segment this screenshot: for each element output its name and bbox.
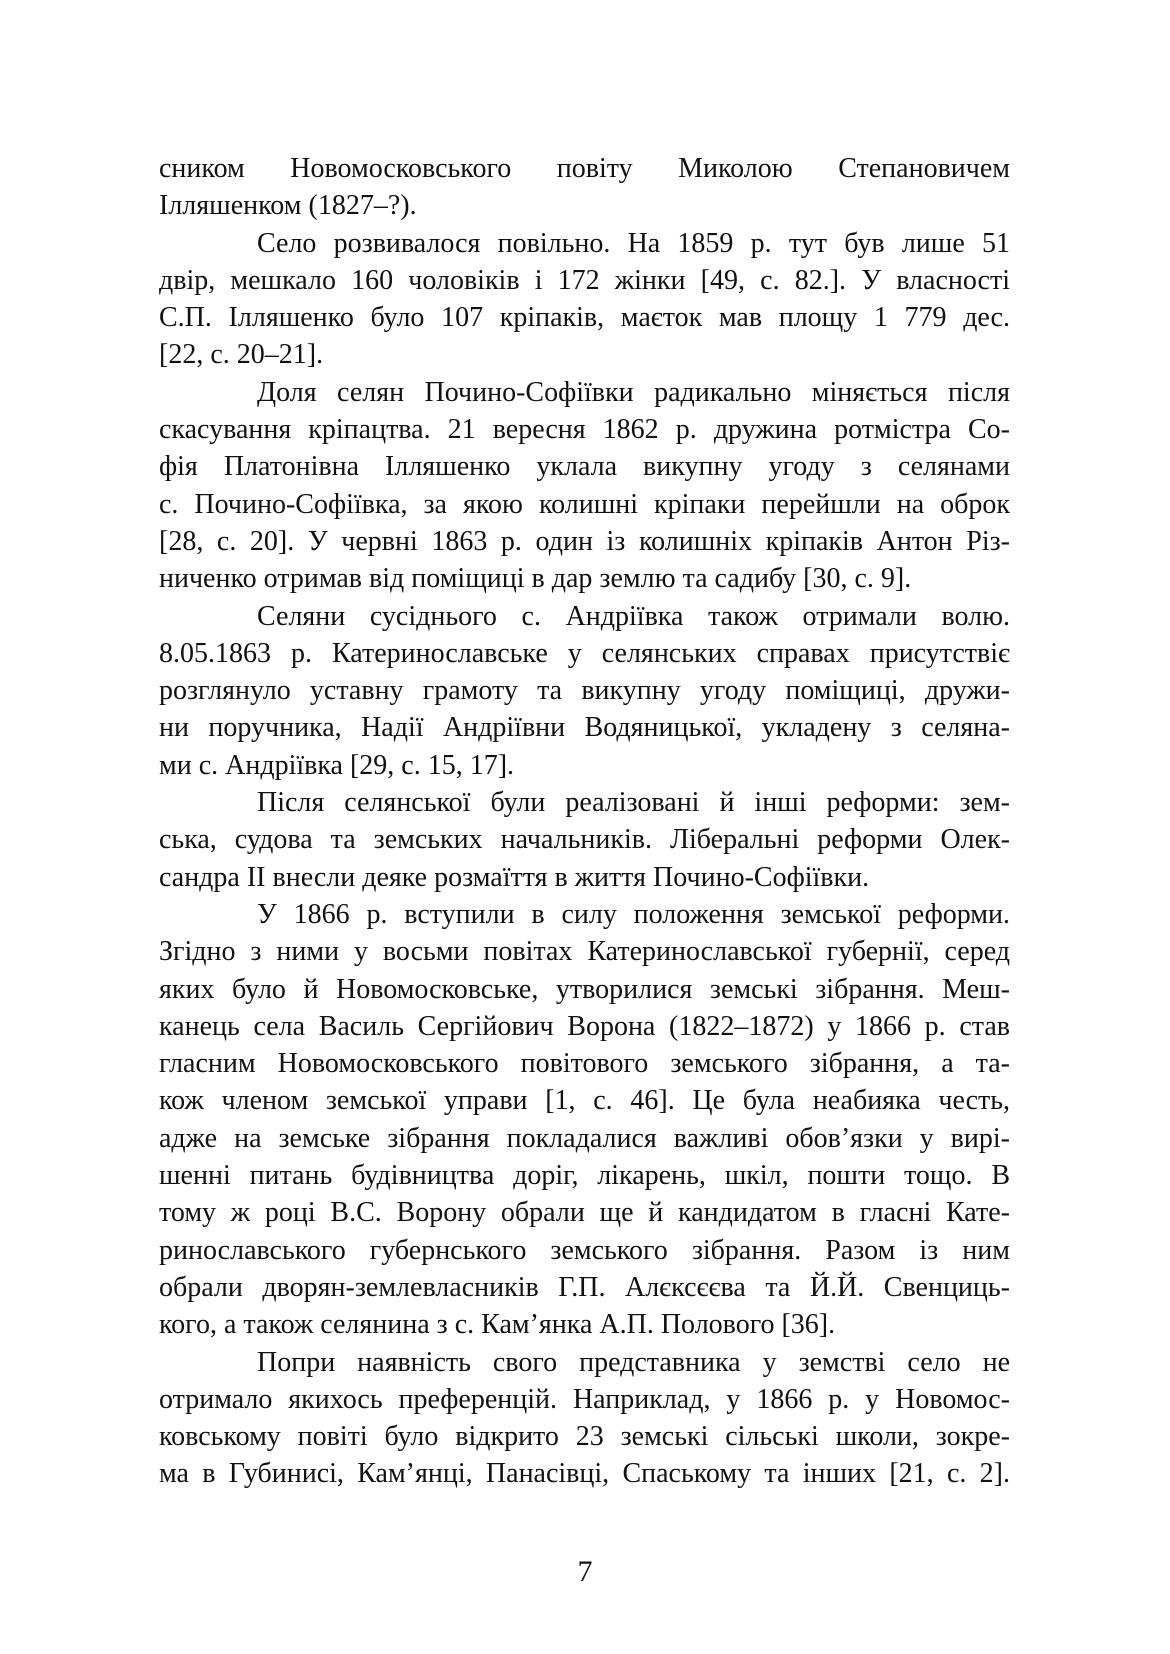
text-line: фія Платонівна Ілляшенко уклала викупну угоду з селянами (159, 451, 1010, 483)
text-line: кого, а також селянина з с. Кам’янка А.П. Полового [36]. (159, 1309, 836, 1341)
paragraph-first-line: У 1866 р. вступили в силу положення земської реформи. (257, 898, 1010, 930)
page-body (159, 150, 1010, 1493)
text-line: 8.05.1863 р. Катеринославське у селянських справах присутствіє (159, 637, 1010, 669)
text-line: розглянуло уставну грамоту та викупну угоду поміщиці, дружи- (159, 675, 1010, 707)
text-line: шенні питань будівництва доріг, лікарень, шкіл, пошти тощо. В (159, 1160, 1010, 1192)
paragraph-first-line: Попри наявність свого представника у земстві село не (257, 1346, 1010, 1378)
text-line: скасування кріпацтва. 21 вересня 1862 р. дружина ротмістра Со- (159, 414, 1010, 446)
text-line: гласним Новомосковського повітового земського зібрання, а та- (159, 1048, 1010, 1080)
text-line: отримало якихось преференцій. Наприклад, у 1866 р. у Новомос- (159, 1383, 1010, 1415)
text-line: ма в Губинисі, Кам’янці, Панасівці, Спаському та інших [21, с. 2]. (159, 1458, 1010, 1490)
text-line: кож членом земської управи [1, с. 46]. Це була неабияка честь, (159, 1085, 1010, 1117)
text-line: ни поручника, Надії Андріївни Водяницької, укладену з селяна- (159, 712, 1010, 744)
text-line: сником Новомосковського повіту Миколою Степановичем (159, 153, 1010, 184)
text-line: с. Почино-Софіївка, за якою колишні кріпаки перейшли на оброк (159, 488, 1010, 520)
text-line: яких було й Новомосковське, утворилися земські зібрання. Меш- (159, 973, 1010, 1005)
text-line: [22, с. 20–21]. (159, 339, 324, 371)
text-line: [28, с. 20]. У червні 1863 р. один із колишніх кріпаків Антон Різ- (159, 525, 1010, 557)
paragraph-first-line: Доля селян Почино-Софіївки радикально міняється після (257, 376, 1010, 408)
paragraph-first-line: Село розвивалося повільно. На 1859 р. тут був лише 51 (257, 227, 1010, 259)
text-line: двір, мешкало 160 чоловіків і 172 жінки [49, с. 82.]. У власності (159, 264, 1010, 296)
text-line: ська, судова та земських начальників. Ліберальні реформи Олек- (159, 824, 1010, 856)
text-line: С.П. Ілляшенко було 107 кріпаків, маєток мав площу 1 779 дес. (159, 302, 1010, 334)
text-line: ринославського губернського земського зібрання. Разом із ним (159, 1234, 1010, 1266)
text-line: ковському повіті було відкрито 23 земські сільські школи, зокре- (159, 1421, 1010, 1453)
text-line: сандра ІІ внесли деяке розмаїття в життя Почино-Софіївки. (159, 861, 870, 893)
text-line: адже на земське зібрання покладалися важливі обов’язки у вирі- (159, 1122, 1010, 1154)
paragraph-first-line: Селяни сусіднього с. Андріївка також отримали волю. (257, 600, 1010, 632)
text-line: обрали дворян-землевласників Г.П. Алєксєєва та Й.Й. Свенциць- (159, 1271, 1010, 1303)
text-line: ниченко отримав від поміщиці в дар землю та садибу [30, с. 9]. (159, 563, 912, 595)
text-line: канець села Василь Сергійович Ворона (1822–1872) у 1866 р. став (159, 1010, 1010, 1042)
text-line: ми с. Андріївка [29, с. 15, 17]. (159, 749, 515, 781)
page-number: 7 (577, 1555, 593, 1588)
text-line: тому ж році В.С. Ворону обрали ще й кандидатом в гласні Кате- (159, 1197, 1010, 1229)
text-line: Ілляшенком (1827–?). (159, 190, 417, 222)
text-line: Згідно з ними у восьми повітах Катеринославської губернії, серед (159, 936, 1010, 968)
paragraph-first-line: Після селянської були реалізовані й інші реформи: зем- (257, 787, 1010, 819)
